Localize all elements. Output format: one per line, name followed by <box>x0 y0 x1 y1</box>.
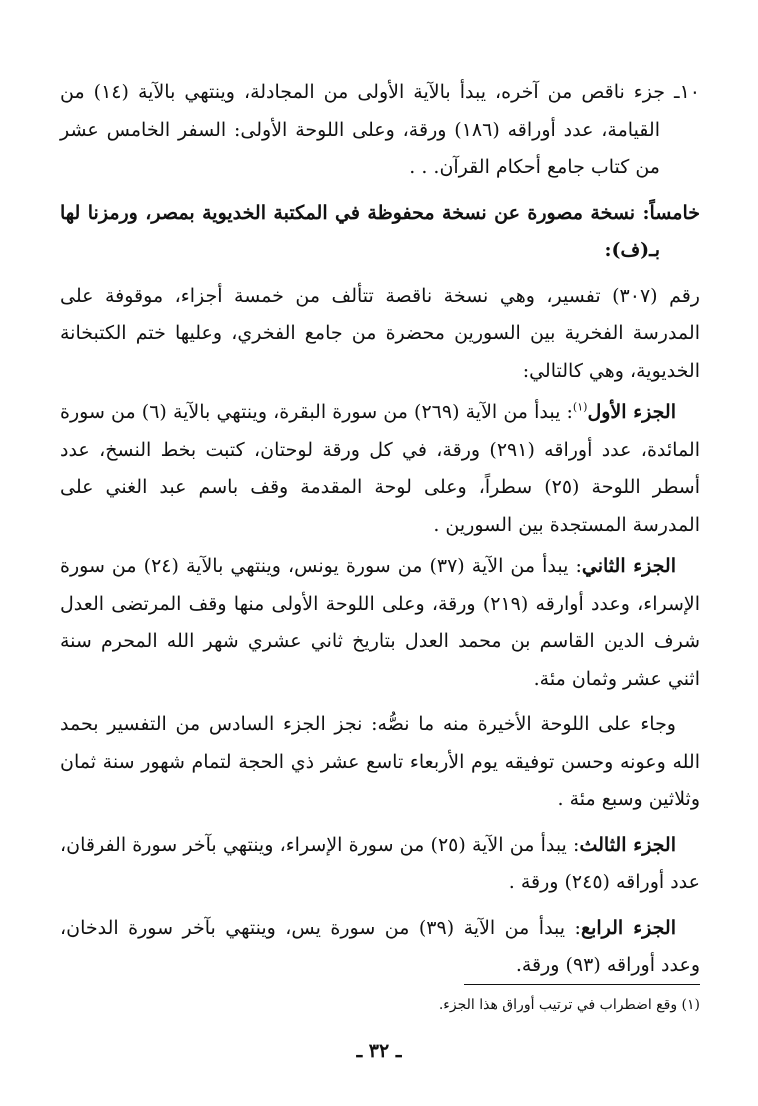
manuscript-entry-10: ١٠ـ جزء ناقص من آخره، يبدأ بالآية الأولى من المجادلة، وينتهي بالآية (١٤) من القيامة، عدد أوراقه (١٨٦) ورقة، وعلى اللوحة الأولى: السفر الخامس عشر من كتاب جامع أحكام القرآن. . . <box>60 81 701 178</box>
part-three-label: الجزء الثالث <box>579 833 677 856</box>
part-four-text: : يبدأ من الآية (٣٩) من سورة يس، وينتهي بآخر سورة الدخان، وعدد أوراقه (٩٣) ورقة. <box>60 916 700 976</box>
part-four-paragraph <box>60 910 700 985</box>
part-three-text: : يبدأ من الآية (٢٥) من سورة الإسراء، وينتهي بآخر سورة الفرقان، عدد أوراقه (٢٤٥) ورقة . <box>60 833 700 893</box>
part-four-label: الجزء الرابع <box>580 916 676 939</box>
part-one-paragraph <box>60 394 700 544</box>
footnote-marker: (١) <box>572 400 588 414</box>
page-body <box>60 74 700 985</box>
part-one-label: الجزء الأول <box>587 401 676 423</box>
section-heading <box>60 195 700 270</box>
page-number: ـ ٣٢ ـ <box>356 1040 402 1062</box>
part-one-text: : يبدأ من الآية (٢٦٩) من سورة البقرة، وينتهي بالآية (٦) من سورة المائدة، عدد أوراقه (٢٩١) ورقة، في كل ورقة لوحتان، كتبت بخط النسخ، عدد أسطر اللوحة (٢٥) سطراً، وعلى لوحة المقدمة وقف باسم عبد الغني على المدرسة المستجدة بين السورين . <box>60 401 700 536</box>
part-three-paragraph <box>60 827 700 902</box>
manuscript-description: رقم (٣٠٧) تفسير، وهي نسخة ناقصة تتألف من خمسة أجزاء، موقوفة على المدرسة الفخرية بين السورين محضرة من جامع الفخري، وعليها ختم الكتبخانة الخديوية، وهي كالتالي: <box>60 284 700 382</box>
footnote: (١) وقع اضطراب في ترتيب أوراق هذا الجزء. <box>438 997 700 1013</box>
section-heading-text: خامساً: نسخة مصورة عن نسخة محفوظة في المكتبة الخديوية بمصر، ورمزنا لها بـ(ف): <box>60 201 700 261</box>
part-two-text: : يبدأ من الآية (٣٧) من سورة يونس، وينتهي بالآية (٢٤) من سورة الإسراء، وعدد أوارقه (٢١٩) ورقة، وعلى اللوحة الأولى منها وقف المرتضى العدل شرف الدين القاسم بن محمد العدل بتاريخ ثاني عشري شهر الله المحرم سنة اثني عشر وثمان مئة. <box>60 555 701 690</box>
part-two-label: الجزء الثاني <box>581 555 676 577</box>
colophon-paragraph: وجاء على اللوحة الأخيرة منه ما نصُّه: نجز الجزء السادس من التفسير بحمد الله وعونه وحسن توفيقه يوم الأربعاء تاسع عشر ذي الحجة لتمام شهور سنة ثمان وثلاثين وسبع مئة . <box>60 713 700 810</box>
part-two-paragraph <box>60 548 700 698</box>
footnote-divider <box>464 984 700 985</box>
